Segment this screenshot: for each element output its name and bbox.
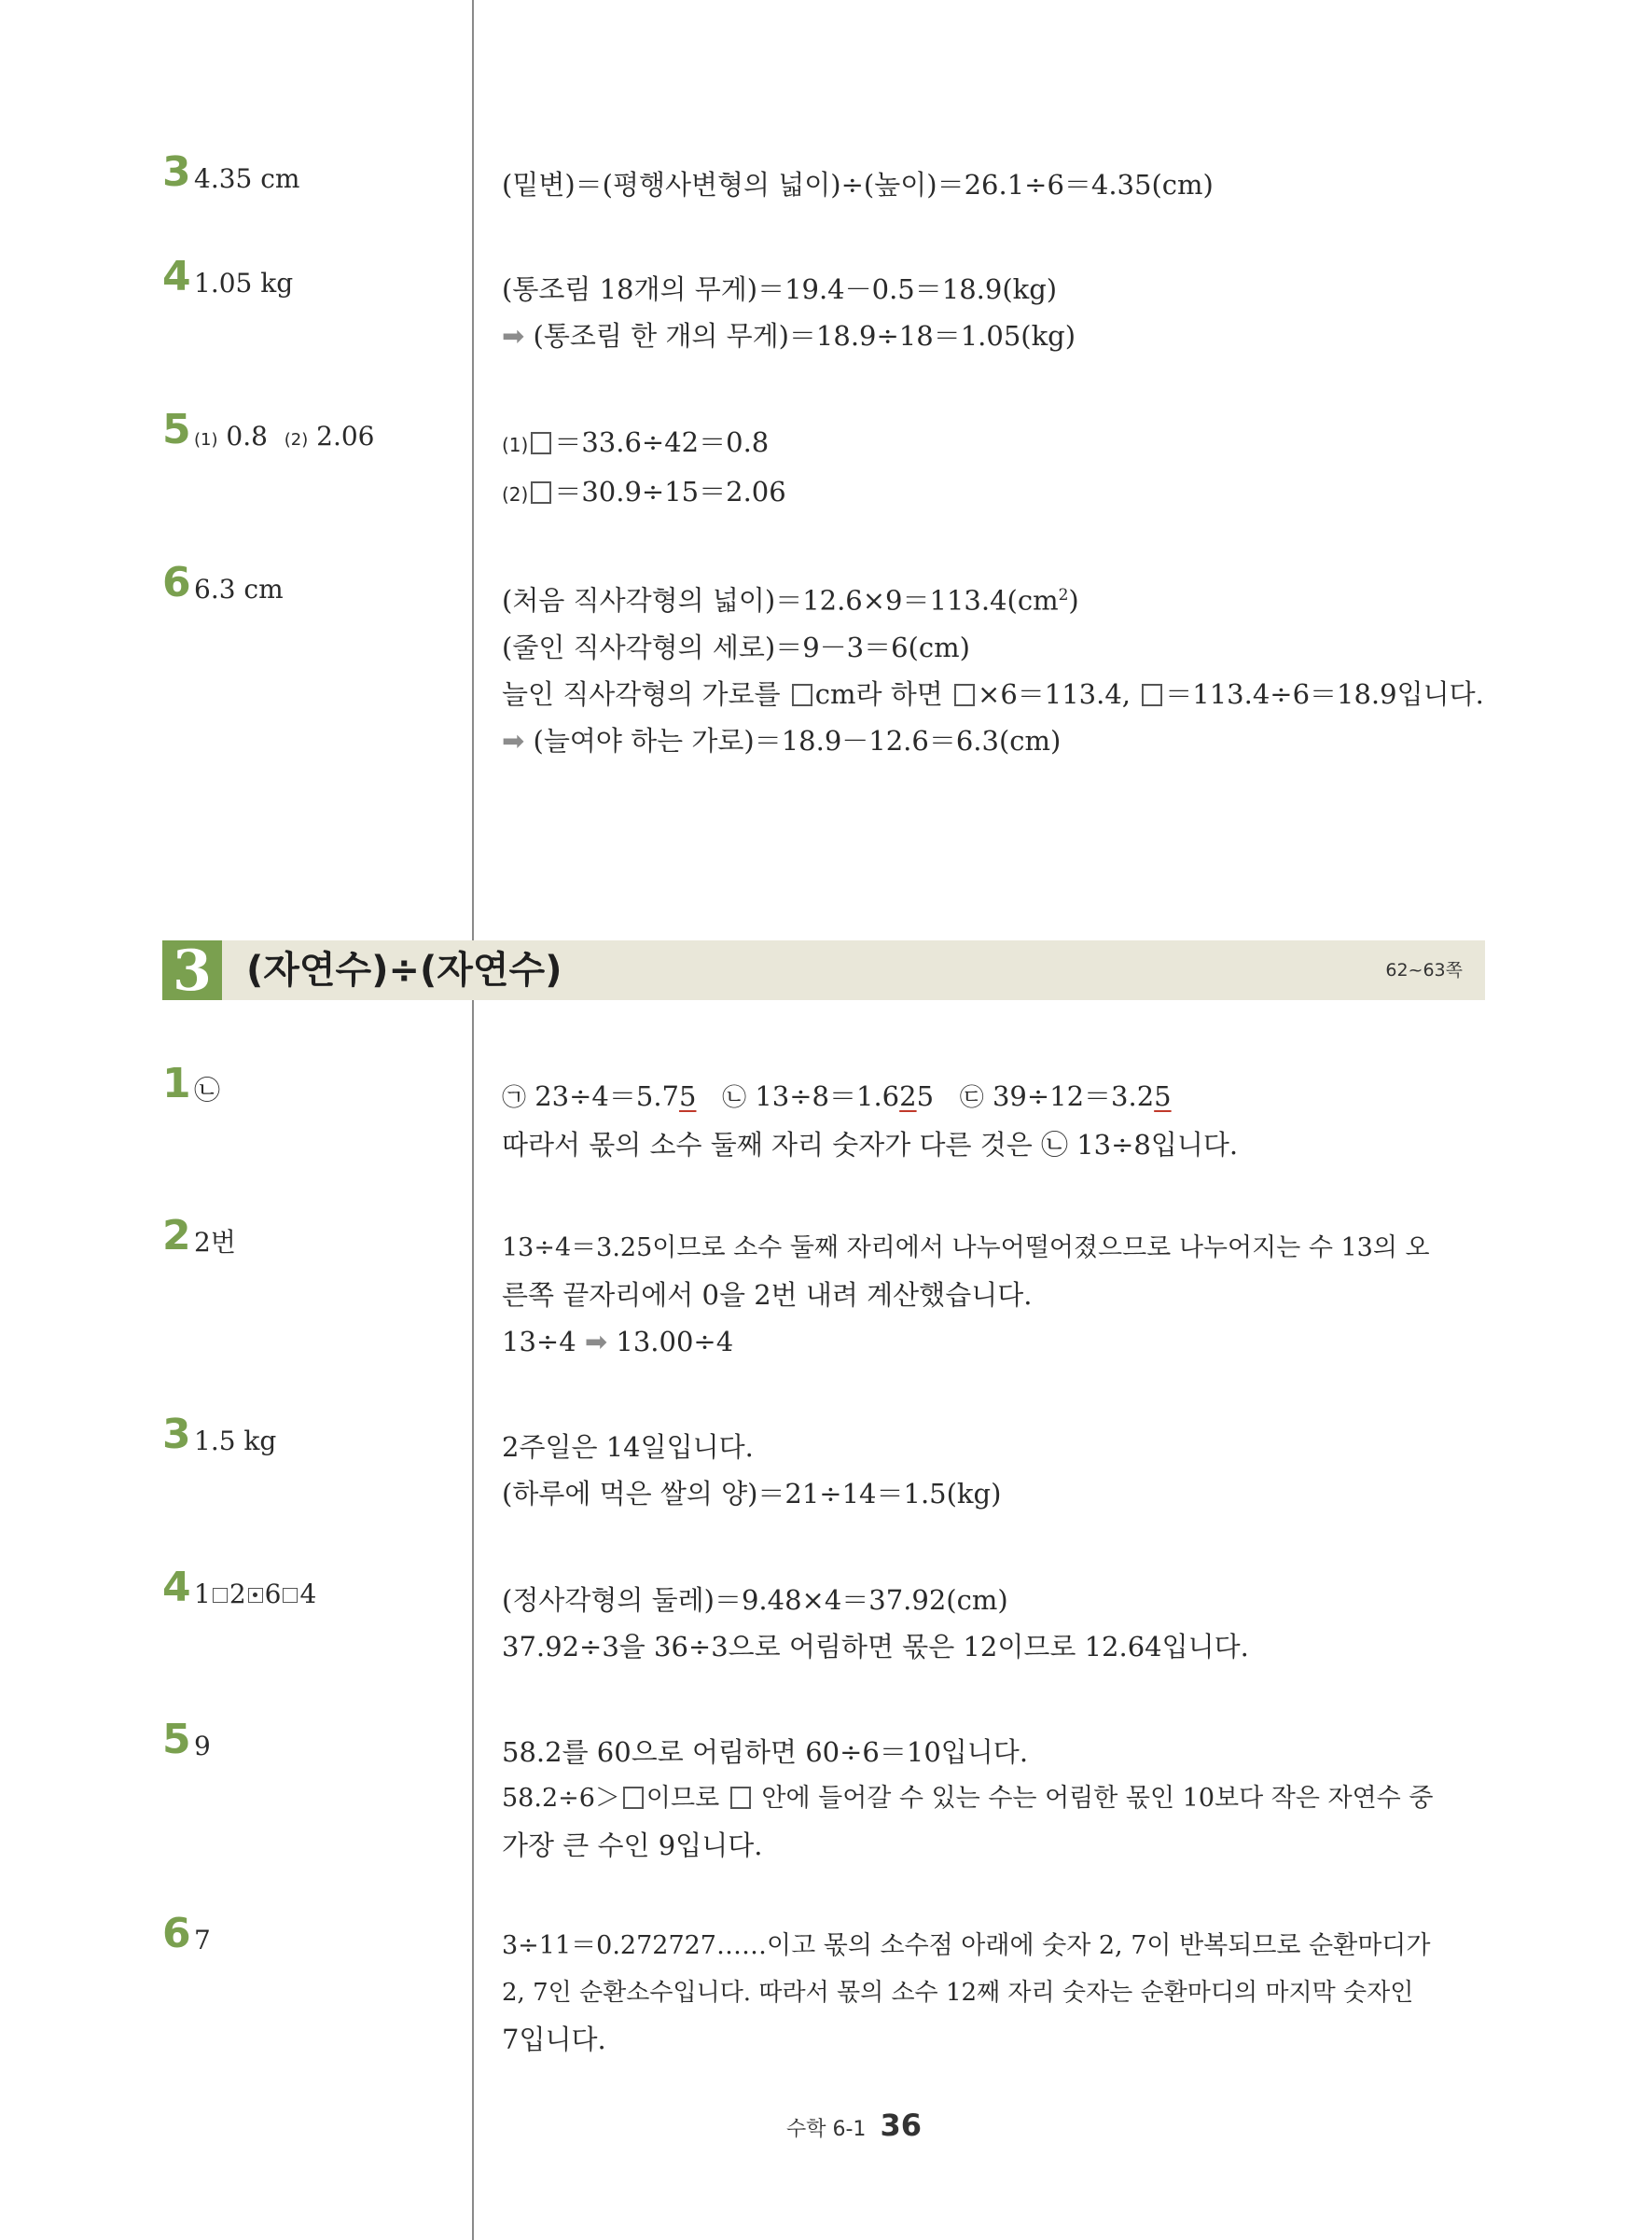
solution-text: 13.00÷4 — [616, 1326, 734, 1357]
blank-box-icon — [1142, 684, 1162, 706]
page-footer — [0, 2108, 1652, 2143]
problem-number: 3 — [162, 1411, 189, 1458]
answer: 1.5 kg — [194, 1426, 277, 1456]
solution — [502, 161, 1491, 208]
right-arrow-icon: ➡ — [584, 1326, 608, 1357]
decimal-point-box-icon — [248, 1588, 263, 1603]
blank-box-icon — [531, 481, 551, 504]
solution — [502, 1923, 1491, 2063]
solution-text: ＝113.4÷6＝18.9입니다. — [1165, 677, 1484, 710]
answer: 4.35 cm — [194, 163, 300, 194]
solution-line: (밑변)＝(평행사변형의 넓이)÷(높이)＝26.1÷6＝4.35(cm) — [502, 169, 1214, 201]
underlined-digit: 2 — [899, 1080, 917, 1112]
solution — [502, 266, 1491, 359]
solution-line: (통조림 18개의 무게)＝19.4－0.5＝18.9(kg) — [502, 273, 1058, 305]
solution-text: ) — [1068, 584, 1079, 617]
answer: 9 — [194, 1731, 211, 1761]
solution-line: 7입니다. — [502, 2024, 606, 2055]
solution — [502, 1577, 1491, 1670]
solution-text: cm라 하면 — [814, 677, 943, 710]
solution — [502, 419, 1491, 518]
blank-box-icon — [531, 432, 551, 454]
solution-text: ×6＝113.4, — [978, 677, 1131, 710]
solution — [502, 1424, 1491, 1517]
circled-label: ㉠ — [502, 1084, 527, 1112]
answer-value: 2.06 — [316, 421, 375, 452]
solution-line — [502, 572, 1491, 624]
solution-text: 늘인 직사각형의 가로를 — [502, 677, 781, 710]
small-box-icon — [283, 1588, 298, 1603]
section-title: (자연수)÷(자연수) — [246, 949, 562, 992]
problem-number: 4 — [162, 1564, 189, 1611]
solution-line: (하루에 먹은 쌀의 양)＝21÷14＝1.5(kg) — [502, 1478, 1002, 1510]
answer-digit: 2 — [229, 1579, 246, 1609]
answer — [194, 1580, 316, 1608]
solution-text: 이므로 — [646, 1784, 720, 1813]
blank-box-icon — [623, 1787, 644, 1809]
solution-line: 2주일은 14일입니다. — [502, 1431, 754, 1463]
solution-line: (정사각형의 둘레)＝9.48×4＝37.92(cm) — [502, 1584, 1008, 1616]
problem-number: 6 — [162, 1910, 189, 1957]
solution-line: 른쪽 끝자리에서 0을 2번 내려 계산했습니다. — [502, 1279, 1033, 1311]
solution-line — [502, 1318, 1491, 1365]
answer: 2번 — [194, 1227, 236, 1258]
answer-digit: 4 — [299, 1579, 317, 1609]
solution-line — [502, 1073, 1491, 1121]
solution-text: 58.2÷6＞ — [502, 1784, 620, 1813]
solution — [502, 572, 1491, 764]
section-number: 3 — [162, 940, 222, 1000]
right-arrow-icon: ➡ — [502, 320, 525, 352]
solution-line — [502, 671, 1491, 717]
solution-line: (줄인 직사각형의 세로)＝9－3＝6(cm) — [502, 631, 970, 663]
underlined-digit: 5 — [679, 1080, 697, 1112]
solution-text: (늘여야 하는 가로)＝18.9－12.6＝6.3(cm) — [533, 724, 1062, 757]
solution-line: 3÷11＝0.272727……이고 몫의 소수점 아래에 숫자 2, 7이 반복되므로 순환마디가 — [502, 1931, 1431, 1960]
page-range: 62~63쪽 — [1385, 960, 1463, 981]
book-label: 수학 6-1 — [785, 2118, 867, 2141]
solution-text: (통조림 한 개의 무게)＝18.9÷18＝1.05(kg) — [533, 320, 1076, 352]
blank-box-icon — [792, 684, 812, 706]
solution-text: 13÷4 — [502, 1326, 576, 1357]
problem-number: 5 — [162, 1716, 189, 1763]
solution-line: 따라서 몫의 소수 둘째 자리 숫자가 다른 것은 ㉡ 13÷8입니다. — [502, 1129, 1239, 1161]
solution-line — [502, 717, 1491, 764]
superscript: 2 — [1058, 586, 1069, 605]
solution-line — [502, 1775, 1491, 1822]
solution — [502, 1729, 1491, 1869]
solution-text: 39÷12＝3.2 — [992, 1080, 1155, 1112]
answer: 7 — [194, 1925, 211, 1955]
circled-label: ㉡ — [722, 1084, 747, 1112]
solution-line: 2, 7인 순환소수입니다. 따라서 몫의 소수 12째 자리 숫자는 순환마디의 마지막 숫자인 — [502, 1979, 1414, 2007]
blank-box-icon — [954, 684, 975, 706]
solution-line: 가장 큰 수인 9입니다. — [502, 1830, 763, 1861]
sub-marker: (1) — [502, 434, 529, 456]
solution-text: 5 — [916, 1080, 935, 1112]
problem-number: 4 — [162, 253, 189, 300]
problem-number: 3 — [162, 148, 189, 196]
blank-box-icon — [730, 1787, 751, 1809]
sub-marker: (1) — [194, 430, 218, 450]
answer — [194, 423, 375, 454]
solution-text: 안에 들어갈 수 있는 수는 어림한 몫인 10보다 작은 자연수 중 — [761, 1784, 1434, 1813]
problem-number: 1 — [162, 1060, 189, 1107]
problem-number: 5 — [162, 406, 189, 453]
answer-digit: 6 — [264, 1579, 282, 1609]
small-box-icon — [213, 1588, 228, 1603]
answer-value: 0.8 — [226, 421, 268, 452]
section-header — [162, 940, 1485, 1000]
underlined-digit: 5 — [1154, 1080, 1172, 1112]
solution-text: ＝30.9÷15＝2.06 — [554, 476, 786, 508]
solution-text: ＝33.6÷42＝0.8 — [554, 426, 770, 458]
solution-text: 13÷8＝1.6 — [755, 1080, 900, 1112]
answer-digit: 1 — [194, 1579, 211, 1609]
problem-number: 6 — [162, 559, 189, 606]
column-divider — [472, 0, 474, 2240]
solution-text: (처음 직사각형의 넓이)＝12.6×9＝113.4(cm — [502, 584, 1059, 617]
solution — [502, 1073, 1491, 1168]
circled-label: ㉢ — [959, 1084, 984, 1112]
solution — [502, 1225, 1491, 1365]
solution-line: 13÷4＝3.25이므로 소수 둘째 자리에서 나누어떨어졌으므로 나누어지는 수 13의 오 — [502, 1233, 1430, 1262]
answer: 6.3 cm — [194, 574, 284, 605]
solution-line — [502, 313, 1491, 359]
problem-number: 2 — [162, 1212, 189, 1259]
solution-line: 37.92÷3을 36÷3으로 어림하면 몫은 12이므로 12.64입니다. — [502, 1631, 1249, 1663]
sub-marker: (2) — [502, 483, 529, 506]
page-number: 36 — [880, 2108, 923, 2143]
solution-text: 23÷4＝5.7 — [534, 1080, 680, 1112]
right-arrow-icon: ➡ — [502, 724, 525, 757]
solution-line — [502, 419, 1491, 468]
answer: ㉡ — [194, 1075, 221, 1106]
solution-line: 58.2를 60으로 어림하면 60÷6＝10입니다. — [502, 1736, 1029, 1768]
answer: 1.05 kg — [194, 268, 294, 299]
solution-line — [502, 468, 1491, 518]
sub-marker: (2) — [284, 430, 309, 450]
